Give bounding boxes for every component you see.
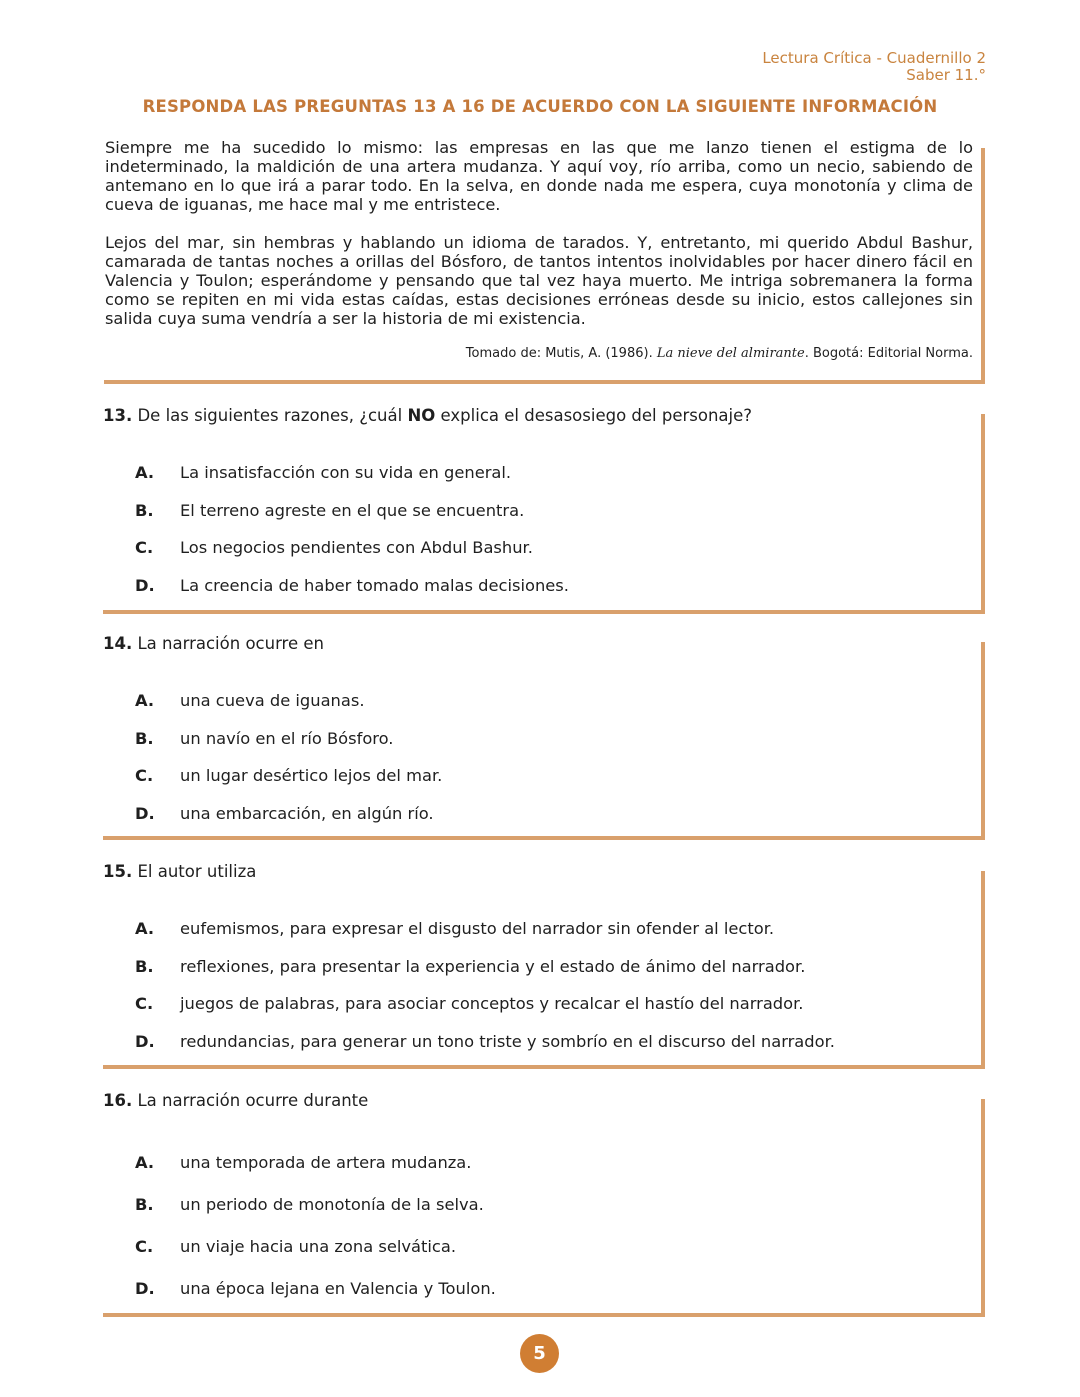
reading-passage bbox=[105, 138, 973, 361]
option-letter: A. bbox=[135, 1153, 155, 1172]
option-b[interactable] bbox=[103, 1195, 973, 1215]
option-c[interactable] bbox=[103, 1237, 973, 1257]
question-stem bbox=[103, 1091, 973, 1111]
question-stem bbox=[103, 406, 973, 426]
page-number-badge: 5 bbox=[520, 1334, 559, 1373]
option-text: una embarcación, en algún río. bbox=[180, 803, 434, 823]
passage-frame-right bbox=[981, 148, 985, 384]
option-text: un lugar desértico lejos del mar. bbox=[180, 766, 443, 785]
instruction-heading: RESPONDA LAS PREGUNTAS 13 A 16 DE ACUERDO CON LA SIGUIENTE INFORMACIÓN bbox=[142, 97, 938, 116]
option-text: un viaje hacia una zona selvática. bbox=[180, 1237, 457, 1256]
question-stem bbox=[103, 634, 973, 654]
option-c[interactable] bbox=[103, 994, 973, 1014]
stem-text: De las siguientes razones, ¿cuál bbox=[132, 406, 408, 425]
option-letter: C. bbox=[135, 766, 154, 785]
question-13-frame-bottom bbox=[103, 610, 985, 614]
option-text: eufemismos, para expresar el disgusto del narrador sin ofender al lector. bbox=[180, 919, 775, 938]
citation-suffix: . Bogotá: Editorial Norma. bbox=[804, 346, 973, 361]
stem-text: El autor utiliza bbox=[132, 862, 257, 881]
question-number: 15. bbox=[103, 862, 133, 881]
option-text: juegos de palabras, para asociar conceptos y recalcar el hastío del narrador. bbox=[180, 994, 804, 1013]
option-letter: C. bbox=[135, 538, 154, 557]
option-a[interactable] bbox=[103, 691, 973, 711]
option-letter: B. bbox=[135, 728, 154, 748]
option-b[interactable] bbox=[103, 729, 973, 749]
option-letter: D. bbox=[135, 1279, 155, 1298]
options-list bbox=[103, 463, 973, 596]
options-list bbox=[103, 919, 973, 1052]
option-letter: C. bbox=[135, 994, 154, 1013]
option-text: La creencia de haber tomado malas decisiones. bbox=[180, 575, 569, 595]
option-d[interactable] bbox=[103, 1279, 973, 1299]
citation-prefix: Tomado de: Mutis, A. (1986). bbox=[465, 346, 657, 361]
option-letter: C. bbox=[135, 1237, 154, 1256]
question-number: 14. bbox=[103, 634, 133, 653]
option-text: La insatisfacción con su vida en general. bbox=[180, 463, 512, 482]
option-text: una temporada de artera mudanza. bbox=[180, 1153, 472, 1172]
option-text: un navío en el río Bósforo. bbox=[180, 728, 394, 748]
option-letter: D. bbox=[135, 575, 155, 595]
question-stem bbox=[103, 862, 973, 882]
passage-frame-bottom bbox=[104, 380, 985, 384]
options-list bbox=[103, 1153, 973, 1299]
citation-title: La nieve del almirante bbox=[656, 346, 805, 361]
question-14-frame-bottom bbox=[103, 836, 985, 840]
citation bbox=[105, 346, 973, 361]
option-a[interactable] bbox=[103, 919, 973, 939]
option-text: una época lejana en Valencia y Toulon. bbox=[180, 1279, 496, 1298]
option-letter: D. bbox=[135, 803, 155, 823]
question-16-frame-right bbox=[981, 1099, 985, 1317]
options-list bbox=[103, 691, 973, 824]
question-number: 13. bbox=[103, 406, 133, 425]
option-text: El terreno agreste en el que se encuentra. bbox=[180, 500, 525, 520]
question-13 bbox=[103, 406, 973, 596]
option-c[interactable] bbox=[103, 538, 973, 558]
stem-emphasis: NO bbox=[407, 406, 436, 425]
question-15 bbox=[103, 862, 973, 1052]
question-15-frame-bottom bbox=[103, 1065, 985, 1069]
header-subject: Lectura Crítica - Cuadernillo 2 bbox=[762, 49, 986, 67]
option-b[interactable] bbox=[103, 501, 973, 521]
option-text: una cueva de iguanas. bbox=[180, 691, 365, 710]
question-15-frame-right bbox=[981, 871, 985, 1069]
page-header bbox=[762, 50, 986, 84]
stem-text: La narración ocurre durante bbox=[132, 1091, 369, 1110]
option-d[interactable] bbox=[103, 576, 973, 596]
question-16-frame-bottom bbox=[103, 1313, 985, 1317]
option-text: Los negocios pendientes con Abdul Bashur. bbox=[180, 538, 533, 557]
option-text: un periodo de monotonía de la selva. bbox=[180, 1195, 484, 1214]
option-letter: A. bbox=[135, 691, 155, 710]
option-d[interactable] bbox=[103, 1032, 973, 1052]
header-exam: Saber 11.° bbox=[906, 66, 986, 84]
option-d[interactable] bbox=[103, 804, 973, 824]
option-letter: A. bbox=[135, 919, 155, 938]
question-14-frame-right bbox=[981, 642, 985, 840]
option-letter: B. bbox=[135, 1195, 154, 1214]
option-a[interactable] bbox=[103, 1153, 973, 1173]
option-c[interactable] bbox=[103, 766, 973, 786]
option-letter: B. bbox=[135, 956, 154, 976]
option-letter: D. bbox=[135, 1031, 155, 1051]
passage-paragraph: Lejos del mar, sin hembras y hablando un idioma de tarados. Y, entretanto, mi querido Abdul Bashur, camarada de tantas noches a orillas del Bósforo, de tantos intentos inolvidables por hacer dinero fácil en Valencia y Toulon; esperándome y pensando que tal vez haya muerto. Me intriga sobremanera la forma como se repiten en mi vida estas caídas, estas decisiones erróneas desde su inicio, estos callejones sin salida cuya suma vendría a ser la historia de mi existencia. bbox=[105, 233, 973, 328]
stem-text: La narración ocurre en bbox=[132, 634, 324, 653]
question-13-frame-right bbox=[981, 414, 985, 614]
option-letter: B. bbox=[135, 500, 154, 520]
option-text: reflexiones, para presentar la experiencia y el estado de ánimo del narrador. bbox=[180, 956, 806, 976]
stem-text: explica el desasosiego del personaje? bbox=[435, 406, 753, 425]
question-16 bbox=[103, 1091, 973, 1299]
option-letter: A. bbox=[135, 463, 155, 482]
option-a[interactable] bbox=[103, 463, 973, 483]
question-number: 16. bbox=[103, 1091, 133, 1110]
passage-paragraph: Siempre me ha sucedido lo mismo: las empresas en las que me lanzo tienen el estigma de lo indeterminado, la maldición de una artera mudanza. Y aquí voy, río arriba, como un necio, sabiendo de antemano en lo que irá a parar todo. En la selva, en donde nada me espera, cuya monotonía y clima de cueva de iguanas, me hace mal y me entristece. bbox=[105, 138, 973, 214]
option-text: redundancias, para generar un tono triste y sombrío en el discurso del narrador. bbox=[180, 1031, 835, 1051]
option-b[interactable] bbox=[103, 957, 973, 977]
question-14 bbox=[103, 634, 973, 824]
